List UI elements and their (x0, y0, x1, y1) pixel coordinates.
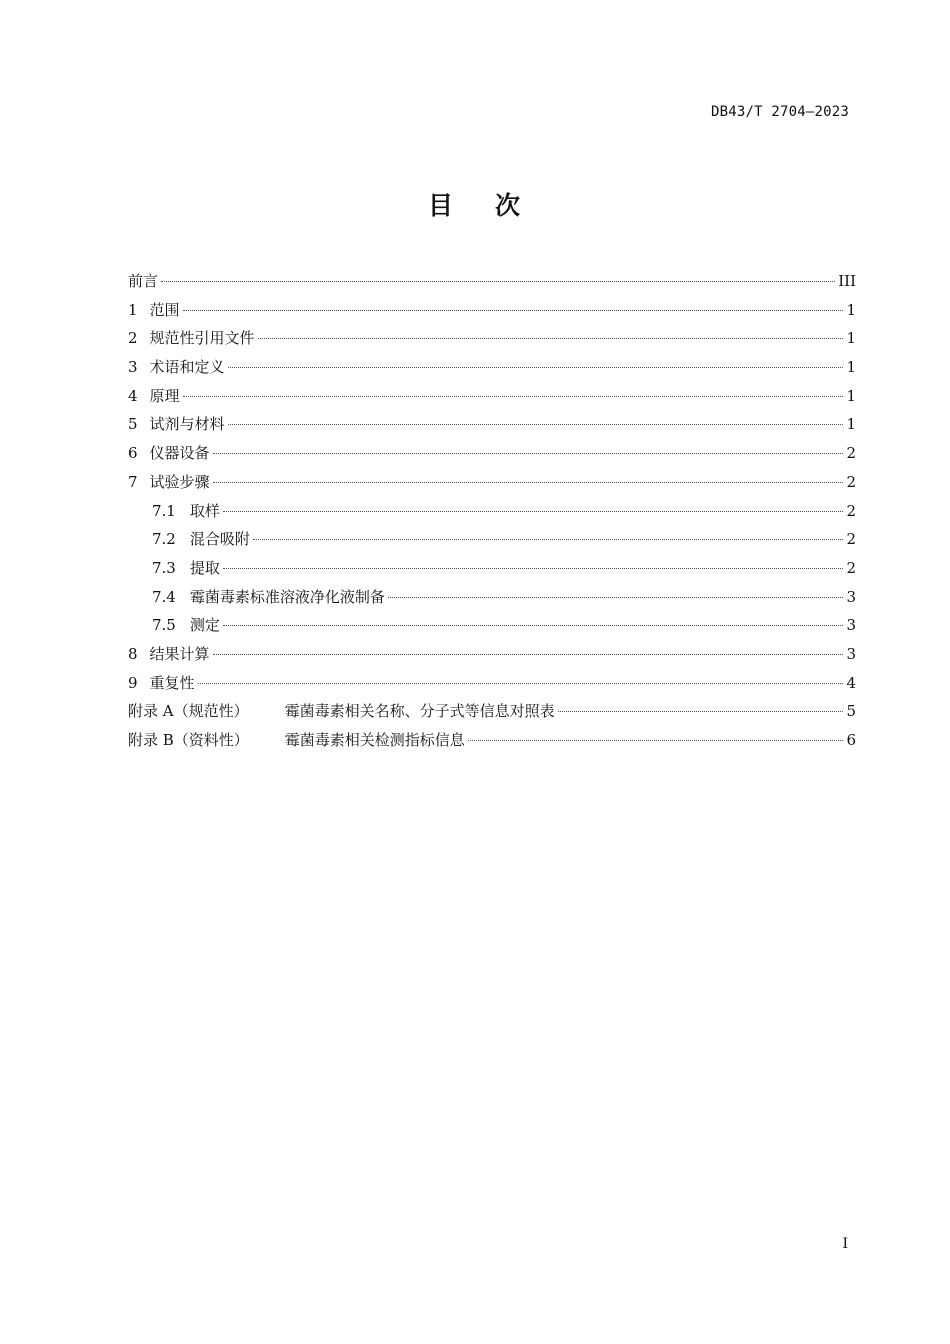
toc-entry-label: 规范性引用文件 (149, 329, 255, 348)
toc-entry-7[interactable] (128, 468, 856, 497)
toc-entry-1[interactable] (128, 296, 856, 325)
toc-entry-label: 霉菌毒素相关名称、分子式等信息对照表 (284, 702, 555, 721)
toc-entry-number: 1 (128, 300, 138, 319)
toc-entry-page: 2 (846, 444, 856, 463)
toc-entry-9[interactable] (128, 669, 856, 698)
toc-entry-label: 结果计算 (149, 644, 210, 663)
toc-leader (558, 711, 844, 712)
toc-entry-label: 重复性 (149, 673, 195, 692)
toc-leader (161, 281, 835, 282)
toc-entry-number: 7.3 (152, 558, 176, 577)
toc-entry-2[interactable] (128, 324, 856, 353)
document-code: DB43/T 2704—2023 (710, 104, 849, 120)
toc-entry-page: 1 (846, 415, 856, 434)
toc-entry-label: 前言 (128, 272, 159, 290)
toc-entry-page: 5 (846, 702, 856, 721)
toc-entry-number: 8 (128, 644, 138, 663)
toc-entry-label: 术语和定义 (149, 358, 225, 377)
toc-entry-7-1[interactable] (128, 497, 856, 526)
toc-leader (253, 539, 844, 540)
title-char-1: 目 (427, 191, 455, 220)
page-number: I (842, 1236, 848, 1252)
toc-entry-number: 附录 A（规范性） (128, 702, 249, 721)
toc-entry-7-5[interactable] (128, 611, 856, 640)
toc-entry-6[interactable] (128, 439, 856, 468)
toc-entry-page: 3 (846, 616, 856, 635)
toc-entry-7-4[interactable] (128, 583, 856, 612)
toc-entry-4[interactable] (128, 382, 856, 411)
toc-entry-page: 1 (846, 329, 856, 348)
toc-entry-page: 2 (846, 472, 856, 491)
toc-entry-number: 6 (128, 444, 138, 463)
toc-entry-page: 4 (846, 673, 856, 692)
toc-leader (258, 338, 844, 339)
toc-entry-number: 7.5 (152, 616, 176, 635)
toc-entry-number: 7.4 (152, 587, 176, 606)
toc-entry-foreword[interactable] (128, 267, 856, 296)
toc-entry-label: 仪器设备 (149, 444, 210, 463)
toc-leader (183, 396, 844, 397)
toc-leader (183, 310, 844, 311)
table-of-contents (128, 267, 856, 755)
page-title (0, 186, 950, 222)
toc-leader (213, 654, 844, 655)
toc-entry-label: 原理 (149, 386, 180, 405)
toc-entry-label: 霉菌毒素标准溶液净化液制备 (189, 587, 385, 606)
toc-leader (223, 625, 844, 626)
toc-entry-annex-a[interactable] (128, 697, 856, 726)
toc-entry-label: 取样 (189, 501, 220, 520)
toc-entry-number: 3 (128, 358, 138, 377)
toc-leader (223, 568, 844, 569)
toc-entry-number: 附录 B（资料性） (128, 731, 249, 749)
toc-entry-number: 2 (128, 329, 138, 348)
toc-leader (213, 453, 844, 454)
toc-entry-label: 试剂与材料 (149, 415, 225, 434)
toc-entry-label: 试验步骤 (149, 472, 210, 491)
toc-entry-page: 1 (846, 358, 856, 377)
toc-entry-label: 范围 (149, 300, 180, 319)
toc-entry-page: 3 (846, 587, 856, 606)
toc-leader (388, 597, 844, 598)
toc-entry-number: 7.2 (152, 530, 176, 549)
toc-entry-page: 3 (846, 644, 856, 663)
toc-entry-number: 5 (128, 415, 138, 434)
toc-entry-3[interactable] (128, 353, 856, 382)
toc-entry-label: 霉菌毒素相关检测指标信息 (284, 731, 465, 749)
toc-entry-page: III (838, 272, 856, 290)
toc-entry-label: 混合吸附 (189, 530, 250, 549)
toc-leader (228, 424, 844, 425)
toc-entry-page: 1 (846, 300, 856, 319)
toc-entry-label: 测定 (189, 616, 220, 635)
toc-leader (213, 482, 844, 483)
toc-leader (228, 367, 844, 368)
toc-entry-number: 9 (128, 673, 138, 692)
toc-entry-8[interactable] (128, 640, 856, 669)
toc-entry-page: 6 (846, 731, 856, 749)
toc-entry-page: 2 (846, 530, 856, 549)
title-char-2: 次 (495, 191, 523, 220)
toc-entry-number: 7.1 (152, 501, 176, 520)
toc-entry-page: 2 (846, 558, 856, 577)
toc-entry-page: 1 (846, 386, 856, 405)
toc-entry-5[interactable] (128, 410, 856, 439)
toc-entry-annex-b[interactable] (128, 726, 856, 755)
toc-leader (468, 740, 844, 741)
toc-leader (223, 511, 844, 512)
toc-entry-number: 7 (128, 472, 138, 491)
toc-leader (198, 683, 844, 684)
toc-entry-7-3[interactable] (128, 554, 856, 583)
toc-entry-label: 提取 (189, 558, 220, 577)
toc-entry-page: 2 (846, 501, 856, 520)
toc-entry-7-2[interactable] (128, 525, 856, 554)
toc-entry-number: 4 (128, 386, 138, 405)
